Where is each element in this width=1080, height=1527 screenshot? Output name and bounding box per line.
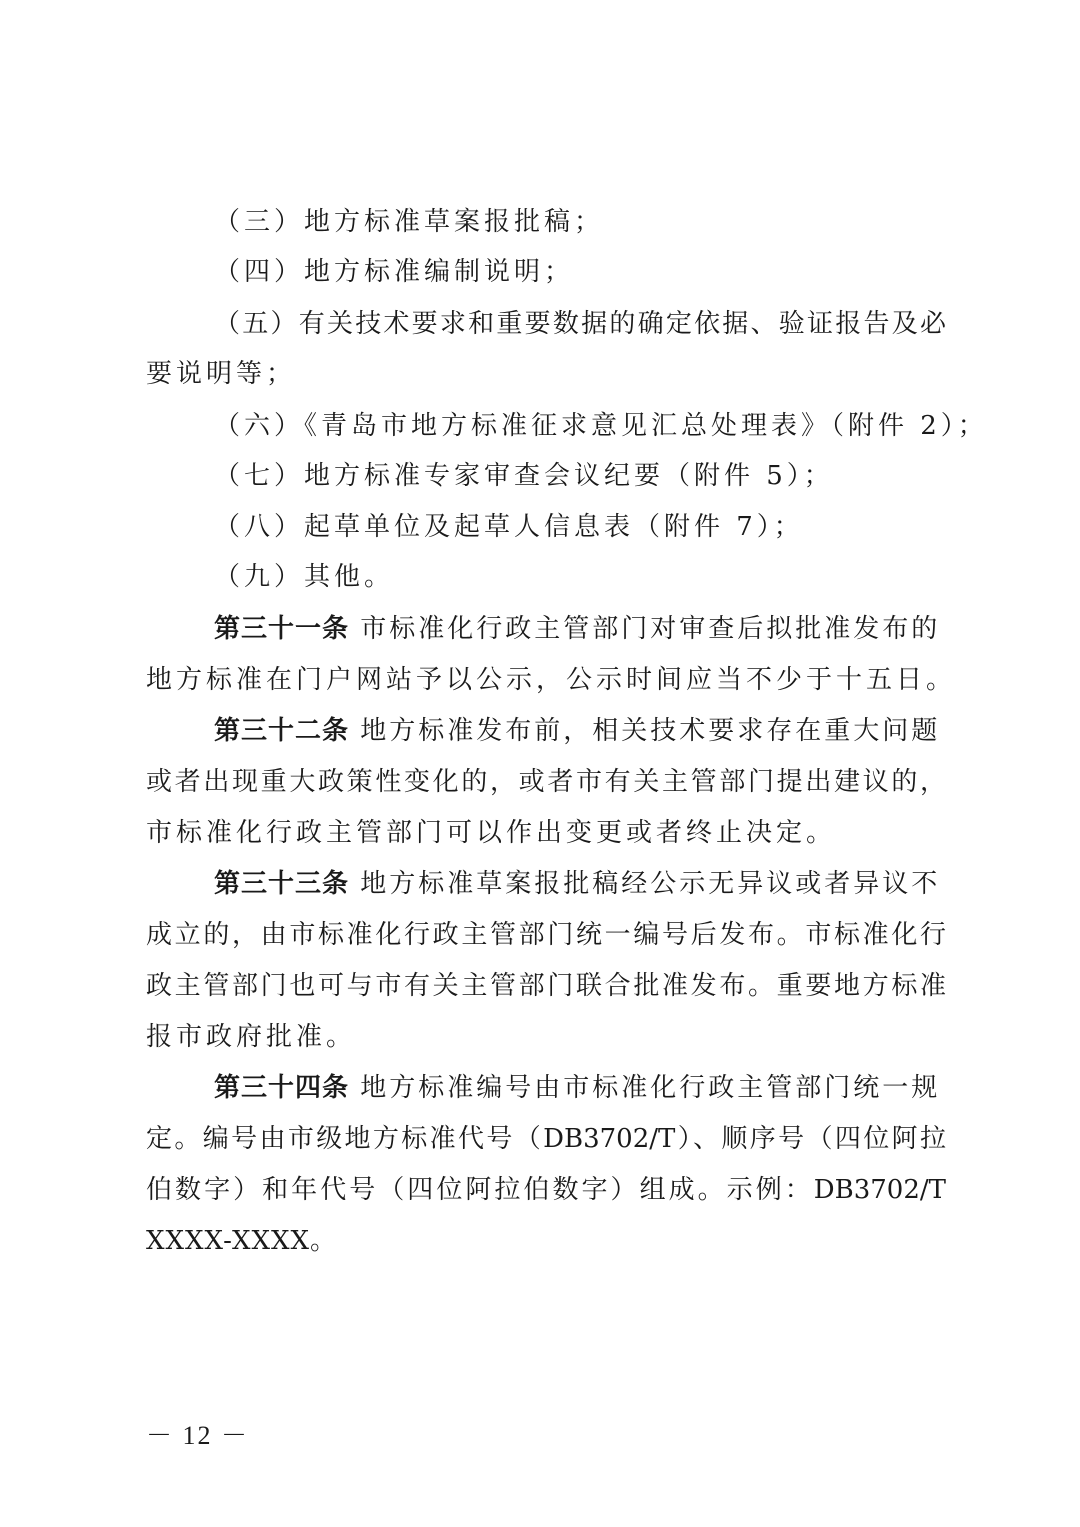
article-32-line-2: 或者出现重大政策性变化的，或者市有关主管部门提出建议的，	[146, 767, 946, 797]
article-34-line-4: XXXX-XXXX。	[146, 1226, 338, 1256]
article-34-text: 地方标准编号由市标准化行政主管部门统一规	[360, 1073, 941, 1103]
article-31-heading: 第三十一条	[214, 614, 350, 644]
article-33-text: 地方标准草案报批稿经公示无异议或者异议不	[360, 869, 941, 899]
item-5-line-2: 要说明等；	[146, 359, 297, 389]
item-6: （六）《青岛市地方标准征求意见汇总处理表》（附件 2）；	[214, 411, 988, 441]
item-7: （七）地方标准专家审查会议纪要（附件 5）；	[214, 461, 834, 491]
article-33-line-4: 报市政府批准。	[146, 1022, 357, 1052]
page-number: － 12 －	[146, 1421, 250, 1450]
article-33-line-1	[214, 864, 946, 904]
article-33-line-3: 政主管部门也可与市有关主管部门联合批准发布。重要地方标准	[146, 971, 946, 1001]
item-9: （九）其他。	[214, 562, 395, 592]
article-32-text: 地方标准发布前，相关技术要求存在重大问题	[360, 716, 941, 746]
article-32-line-3: 市标准化行政主管部门可以作出变更或者终止决定。	[146, 818, 837, 848]
article-32-heading: 第三十二条	[214, 716, 350, 746]
item-5-line-1: （五）有关技术要求和重要数据的确定依据、验证报告及必	[214, 309, 946, 339]
article-33-line-2: 成立的，由市标准化行政主管部门统一编号后发布。市标准化行	[146, 920, 946, 950]
item-4: （四）地方标准编制说明；	[214, 257, 575, 287]
article-31-line-1	[214, 609, 946, 649]
item-8: （八）起草单位及起草人信息表（附件 7）；	[214, 512, 804, 542]
item-3: （三）地方标准草案报批稿；	[214, 207, 605, 237]
article-31-line-2: 地方标准在门户网站予以公示，公示时间应当不少于十五日。	[146, 665, 957, 695]
article-34-line-3: 伯数字）和年代号（四位阿拉伯数字）组成。示例：DB3702/T	[146, 1175, 946, 1205]
article-34-heading: 第三十四条	[214, 1073, 350, 1103]
article-31-text: 市标准化行政主管部门对审查后拟批准发布的	[360, 614, 941, 644]
article-33-heading: 第三十三条	[214, 869, 350, 899]
article-34-line-2: 定。编号由市级地方标准代号（DB3702/T）、顺序号（四位阿拉	[146, 1124, 946, 1154]
article-34-line-1	[214, 1068, 946, 1108]
article-32-line-1	[214, 711, 946, 751]
